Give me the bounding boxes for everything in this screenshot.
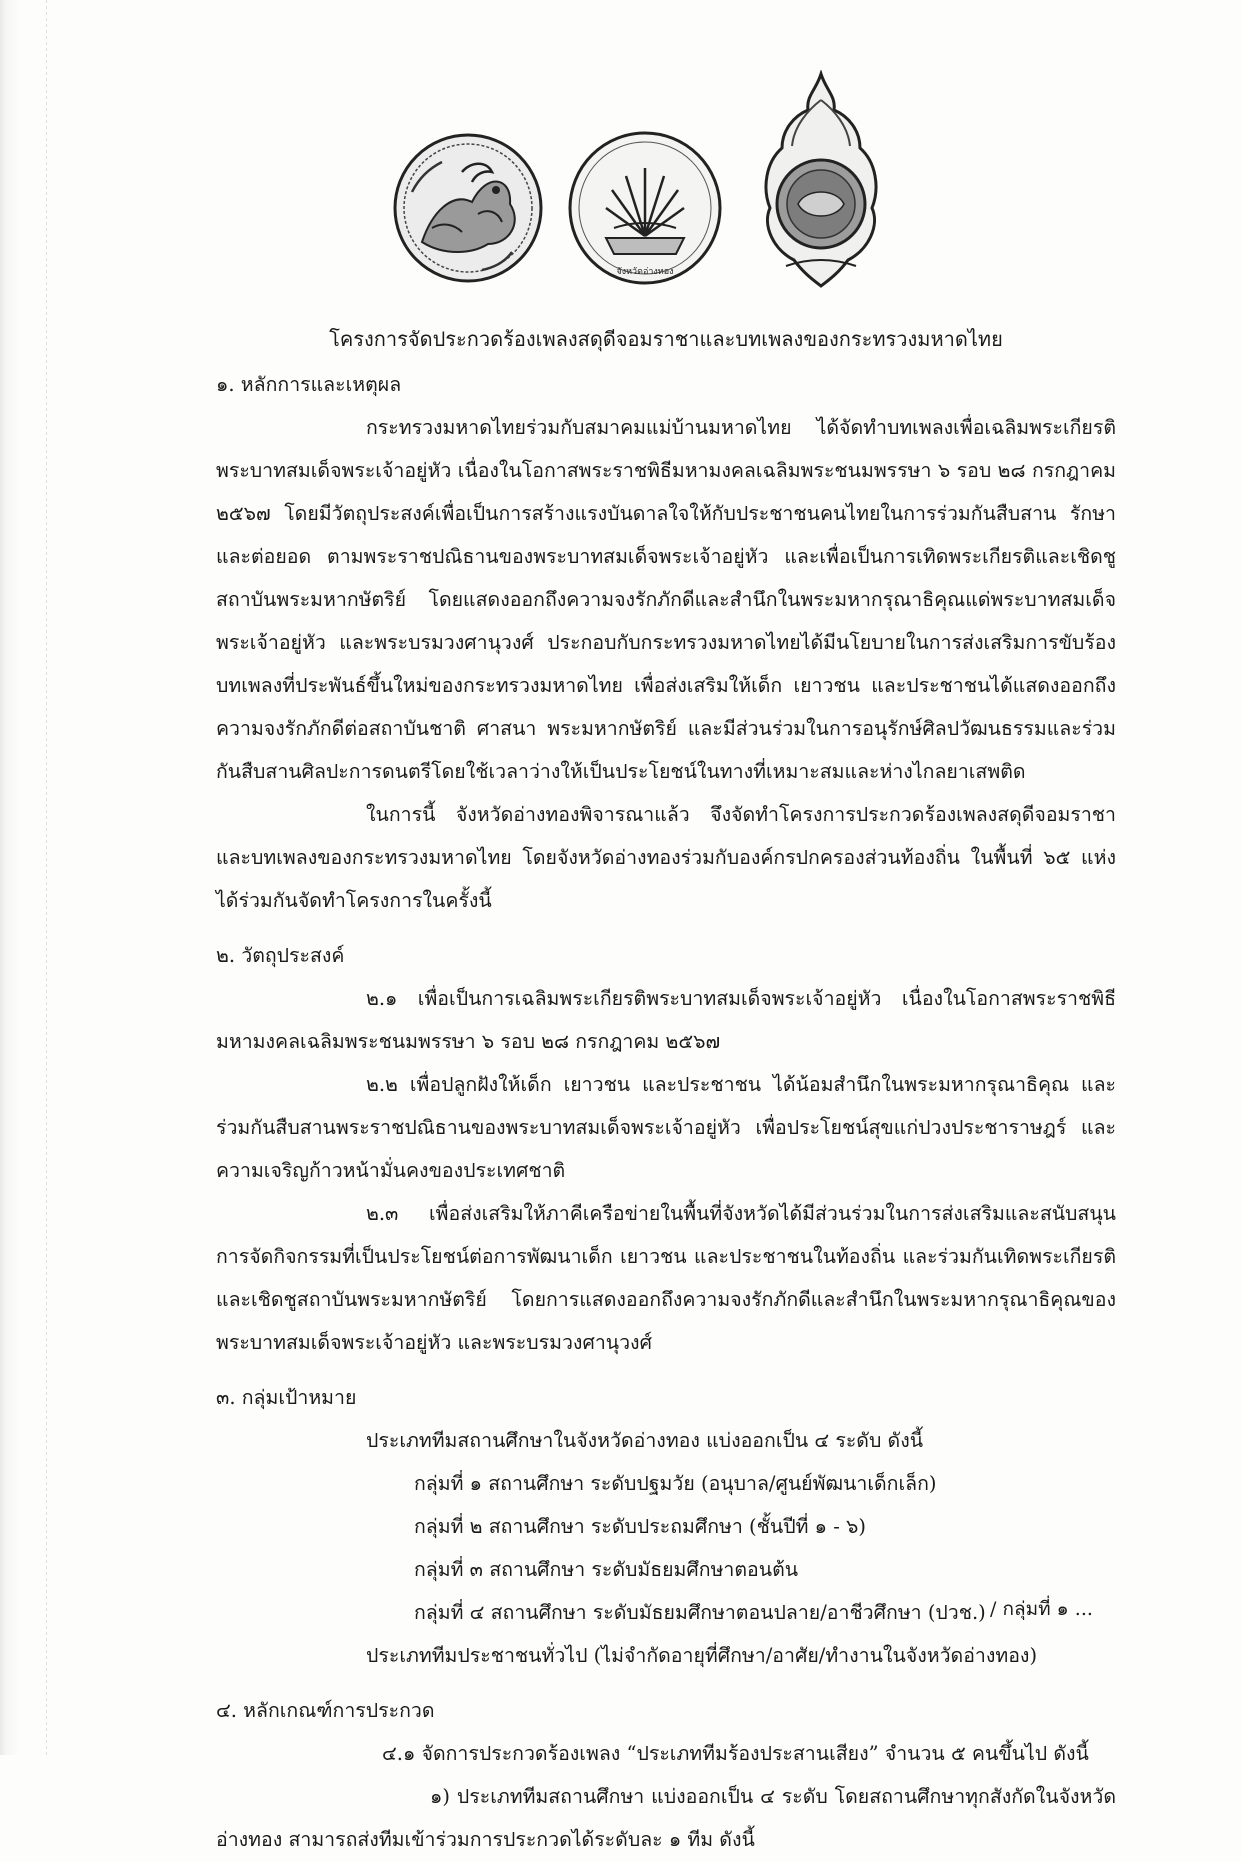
royal-emblem-icon [756,70,886,288]
target-group-2: กลุ่มที่ ๒ สถานศึกษา ระดับประถมศึกษา (ชั้นปีที่ ๑ - ๖) [414,1515,867,1538]
target-school-intro: ประเภททีมสถานศึกษาในจังหวัดอ่างทอง แบ่งออกเป็น ๔ ระดับ ดังนี้ [366,1429,924,1452]
target-group-1: กลุ่มที่ ๑ สถานศึกษา ระดับปฐมวัย (อนุบาล/ศูนย์พัฒนาเด็กเล็ก) [414,1472,937,1495]
section-1-heading: ๑. หลักการและเหตุผล [216,373,402,396]
objective-2-2: ๒.๒ เพื่อปลูกฝังให้เด็ก เยาวชน และประชาชน ได้น้อมสำนึกในพระมหากรุณาธิคุณ และร่วมกันสืบสานพระราชปณิธานของพระบาทสมเด็จพระเจ้าอยู่หัว เพื่อประโยชน์สุขแก่ปวงประชาราษฎร์ และความเจริญก้าวหน้ามั่นคงของประเทศชาติ [216,1073,1116,1182]
section-3-heading: ๓. กลุ่มเป้าหมาย [216,1386,357,1409]
scan-line [46,0,47,1755]
criteria-4-1: ๔.๑ จัดการประกวดร้องเพลง “ประเภททีมร้องประสานเสียง” จำนวน ๕ คนขึ้นไป ดังนี้ [382,1742,1089,1765]
province-seal-icon [566,128,724,288]
section-2-heading: ๒. วัตถุประสงค์ [216,944,345,967]
page-continuation: / กลุ่มที่ ๑ ... [990,1598,1093,1620]
objective-2-1: ๒.๑ เพื่อเป็นการเฉลิมพระเกียรติพระบาทสมเด็จพระเจ้าอยู่หัว เนื่องในโอกาสพระราชพิธีมหามงคลเฉลิมพระชนมพรรษา ๖ รอบ ๒๘ กรกฎาคม ๒๕๖๗ [216,987,1116,1053]
section-4-heading: ๔. หลักเกณฑ์การประกวด [216,1699,435,1722]
ministry-seal-icon [392,132,544,284]
province-seal-text: จังหวัดอ่างทอง [616,267,674,277]
logo-row [392,70,892,288]
section-1-paragraph-2: ในการนี้ จังหวัดอ่างทองพิจารณาแล้ว จึงจัดทำโครงการประกวดร้องเพลงสดุดีจอมราชา และบทเพลงของกระทรวงมหาดไทย โดยจังหวัดอ่างทองร่วมกับองค์กรปกครองส่วนท้องถิ่น ในพื้นที่ ๖๕ แห่ง ได้ร่วมกันจัดทำโครงการในครั้งนี้ [216,803,1116,912]
target-group-4: กลุ่มที่ ๔ สถานศึกษา ระดับมัธยมศึกษาตอนปลาย/อาชีวศึกษา (ปวช.) [414,1601,986,1624]
document-body [216,318,1116,1861]
document-title: โครงการจัดประกวดร้องเพลงสดุดีจอมราชาและบทเพลงของกระทรวงมหาดไทย [329,327,1003,351]
objective-2-3: ๒.๓ เพื่อส่งเสริมให้ภาคีเครือข่ายในพื้นที่จังหวัดได้มีส่วนร่วมในการส่งเสริมและสนับสนุนการจัดกิจกรรมที่เป็นประโยชน์ต่อการพัฒนาเด็ก เยาวชน และประชาชนในท้องถิ่น และร่วมกันเทิดพระเกียรติและเชิดชูสถาบันพระมหากษัตริย์ โดยการแสดงออกถึงความจงรักภักดีและสำนึกในพระมหากรุณาธิคุณของพระบาทสมเด็จพระเจ้าอยู่หัว และพระบรมวงศานุวงศ์ [216,1202,1116,1354]
target-public: ประเภททีมประชาชนทั่วไป (ไม่จำกัดอายุที่ศึกษา/อาศัย/ทำงานในจังหวัดอ่างทอง) [366,1644,1038,1667]
target-group-3: กลุ่มที่ ๓ สถานศึกษา ระดับมัธยมศึกษาตอนต้น [414,1558,799,1581]
criteria-4-1-1: ๑) ประเภททีมสถานศึกษา แบ่งออกเป็น ๔ ระดับ โดยสถานศึกษาทุกสังกัดในจังหวัดอ่างทอง สามารถส่งทีมเข้าร่วมการประกวดได้ระดับละ ๑ ทีม ดังนี้ [216,1785,1116,1851]
section-1-paragraph-1: กระทรวงมหาดไทยร่วมกับสมาคมแม่บ้านมหาดไทย ได้จัดทำบทเพลงเพื่อเฉลิมพระเกียรติพระบาทสมเด็จพระเจ้าอยู่หัว เนื่องในโอกาสพระราชพิธีมหามงคลเฉลิมพระชนมพรรษา ๖ รอบ ๒๘ กรกฎาคม ๒๕๖๗ โดยมีวัตถุประสงค์เพื่อเป็นการสร้างแรงบันดาลใจให้กับประชาชนคนไทยในการร่วมกันสืบสาน รักษา และต่อยอด ตามพระราชปณิธานของพระบาทสมเด็จพระเจ้าอยู่หัว และเพื่อเป็นการเทิดพระเกียรติและเชิดชูสถาบันพระมหากษัตริย์ โดยแสดงออกถึงความจงรักภักดีและสำนึกในพระมหากรุณาธิคุณแด่พระบาทสมเด็จพระเจ้าอยู่หัว และพระบรมวงศานุวงศ์ ประกอบกับกระทรวงมหาดไทยได้มีนโยบายในการส่งเสริมการขับร้องบทเพลงที่ประพันธ์ขึ้นใหม่ของกระทรวงมหาดไทย เพื่อส่งเสริมให้เด็ก เยาวชน และประชาชนได้แสดงออกถึงความจงรักภักดีต่อสถาบันชาติ ศาสนา พระมหากษัตริย์ และมีส่วนร่วมในการอนุรักษ์ศิลปวัฒนธรรมและร่วมกันสืบสานศิลปะการดนตรีโดยใช้เวลาว่างให้เป็นประโยชน์ในทางที่เหมาะสมและห่างไกลยาเสพติด [216,416,1116,783]
